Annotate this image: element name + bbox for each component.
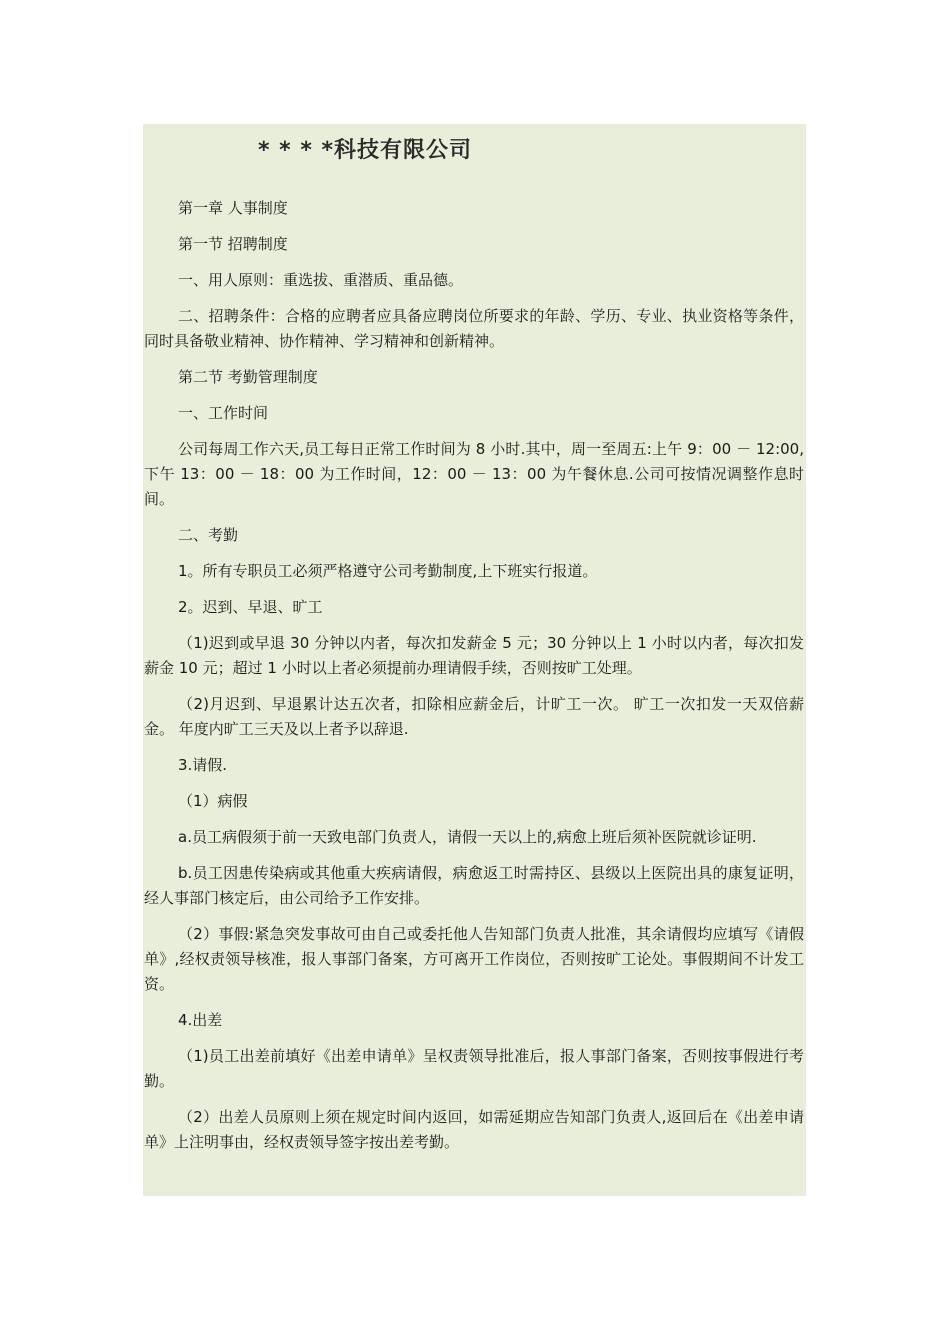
paragraph: 3.请假. [178,756,228,774]
section-heading: 第一节 招聘制度 [178,235,288,253]
paragraph: （2）事假:紧急突发事故可由自己或委托他人告知部门负责人批准，其余请假均应填写《请假单》,经权责领导核准，报人事部门备案，方可离开工作岗位，否则按旷工论处。事假期间不计发工资。 [144,925,804,993]
section-heading: 第二节 考勤管理制度 [178,368,318,386]
paragraph: 4.出差 [178,1011,223,1029]
paragraph: 一、工作时间 [178,404,269,422]
chapter-heading: 第一章 人事制度 [178,199,288,217]
paragraph: （1)员工出差前填好《出差申请单》呈权责领导批准后，报人事部门备案，否则按事假进行考勤。 [144,1047,804,1090]
paragraph: a.员工病假须于前一天致电部门负责人，请假一天以上的,病愈上班后须补医院就诊证明. [178,828,757,846]
company-title: * * * *科技有限公司 [258,138,472,163]
document-body [144,196,804,1166]
paragraph: 一、用人原则：重选拔、重潜质、重品德。 [178,271,464,289]
paragraph: （1)迟到或早退 30 分钟以内者，每次扣发薪金 5 元；30 分钟以上 1 小时以内者，每次扣发薪金 10 元；超过 1 小时以上者必须提前办理请假手续，否则按旷工处理。 [144,634,804,677]
paragraph: （2)月迟到、早退累计达五次者，扣除相应薪金后，计旷工一次。 旷工一次扣发一天双倍薪金。 年度内旷工三天及以上者予以辞退. [144,695,804,738]
paragraph: b.员工因患传染病或其他重大疾病请假，病愈返工时需持区、县级以上医院出具的康复证明，经人事部门核定后，由公司给予工作安排。 [144,864,804,907]
paragraph: 二、招聘条件：合格的应聘者应具备应聘岗位所要求的年龄、学历、专业、执业资格等条件，同时具备敬业精神、协作精神、学习精神和创新精神。 [144,307,804,350]
paragraph: （2）出差人员原则上须在规定时间内返回，如需延期应告知部门负责人,返回后在《出差申请单》上注明事由，经权责领导签字按出差考勤。 [144,1108,804,1151]
paragraph: 二、考勤 [178,526,239,544]
document-page [143,124,806,1196]
paragraph: 2。迟到、早退、旷工 [178,598,323,616]
paragraph: （1）病假 [178,792,248,810]
paragraph: 1。所有专职员工必须严格遵守公司考勤制度,上下班实行报道。 [178,562,598,580]
paragraph: 公司每周工作六天,员工每日正常工作时间为 8 小时.其中，周一至周五:上午 9：00 － 12:00,下午 13：00 － 18：00 为工作时间，12：00 － 13：00 为午餐休息.公司可按情况调整作息时间。 [144,440,804,508]
